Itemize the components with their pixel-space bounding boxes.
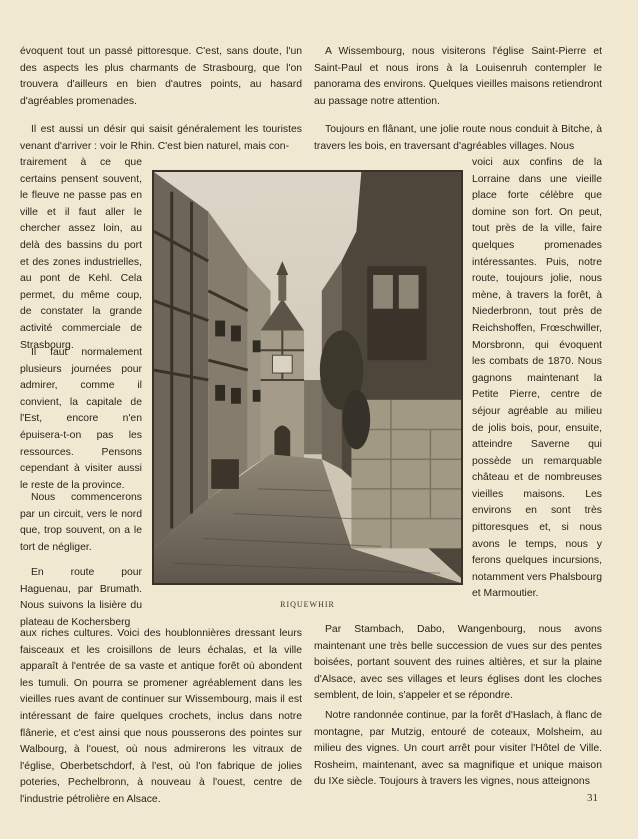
left-paragraph-2-continued: trairement à ce que certains pensent souvent, le fleuve ne passe pas en ville et il faut aller le chercher assez loin, au delà des bassins du port et des zones industrielles, au pont de Kehl. Cela permet, du même coup, de constater la grande activité commerciale de Strasbourg. [20, 157, 142, 351]
street-photo-illustration [154, 172, 461, 583]
photo-riquewihr [152, 170, 463, 585]
left-paragraph-3: Il faut normalement plusieurs journées pour admirer, comme il convient, la capitale de l'Est, encore n'en épuisera-t-on pas les ressources. Pensons cependant à visiter aussi le reste de la province. [20, 347, 142, 491]
right-paragraph-2-continued: voici aux confins de la Lorraine dans une vieille place forte célèbre que domine son fort. On peut, tout près de la ville, faire quelques promenades intéressantes. Puis, notre route, toujours jolie, nous mène, à travers la forêt, à Niederbronn, tout près de Reichshoffen, Frœschwiller, Morsbronn, qui évoquent les combats de 1870. Nous gagnons maintenant la Petite Pierre, centre de séjour agréable au milieu de jolis bois, pour, ensuite, atteindre Saverne qui possède un remarquable château et de nombreuses vieilles maisons. Les environs en sont très pittoresques et, si nous avons le temps, nous y ferons quelques incursions, notamment vers Phalsbourg et Marmoutier. [472, 157, 602, 600]
right-paragraph-3: Par Stambach, Dabo, Wangenbourg, nous avons maintenant une très belle succession de vues sur des pentes boisées, portant souvent des ruines altières, et sur la plaine d'Alsace, avec ses villages et leurs églises dont les cloches semblent, de loin, s'appeler et se répondre. [314, 624, 602, 702]
left-paragraph-5-narrow: En route pour Haguenau, par Brumath. Nous suivons la lisière du plateau de Kochersberg [20, 567, 142, 628]
page-number: 31 [587, 792, 598, 804]
right-paragraph-2-top: Toujours en flânant, une jolie route nous conduit à Bitche, à travers les bois, en traversant d'agréables villages. Nous [314, 124, 602, 152]
left-paragraph-5-wide: aux riches cultures. Voici des houblonnières dressant leurs faisceaux et les croisillons de leurs échalas, et la ville apparaît à l'entrée de sa vaste et antique forêt où abondent les tumuli. On pourra se promener agréablement dans les vieilles rues avant de continuer sur Wissembourg, mais il est intéressant de faire quelques crochets, inclus dans notre flânerie, et c'est ainsi que nous pousserons des pointes sur Walbourg, à l'ouest, où nous admirerons les vitraux de l'église, Oberbetschdorf, à l'est, où l'on fabrique de jolies poteries, Pechelbronn, à nouveau à l'ouest, centre de l'industrie pétrolière en Alsace. [20, 628, 302, 805]
right-paragraph-1: A Wissembourg, nous visiterons l'église Saint-Pierre et Saint-Paul et nous irons à la Louisenruh contempler le panorama des environs. Quelques vieilles maisons retiendront au passage notre attention. [314, 46, 602, 107]
left-paragraph-4: Nous commencerons par un circuit, vers le nord que, trop souvent, on a le tort de négliger. [20, 492, 142, 553]
right-paragraph-4: Notre randonnée continue, par la forêt d'Haslach, à flanc de montagne, par Mutzig, entouré de coteaux, Molsheim, au milieu des vignes. Un court arrêt pour visiter l'Hôtel de Ville. Rosheim, maintenant, avec sa magnifique et unique maison du IXe siècle. Toujours à travers les vignes, nous atteignons [314, 710, 602, 788]
left-paragraph-1: évoquent tout un passé pittoresque. C'est, sans doute, l'un des aspects les plus charmants de Strasbourg, que l'on trouvera d'ailleurs en bien d'autres points, au hasard d'agréables promenades. [20, 46, 302, 107]
left-paragraph-2-top: Il est aussi un désir qui saisit généralement les touristes venant d'arriver : voir le Rhin. C'est bien naturel, mais con- [20, 124, 302, 152]
photo-caption: RIQUEWHIR [280, 600, 335, 609]
